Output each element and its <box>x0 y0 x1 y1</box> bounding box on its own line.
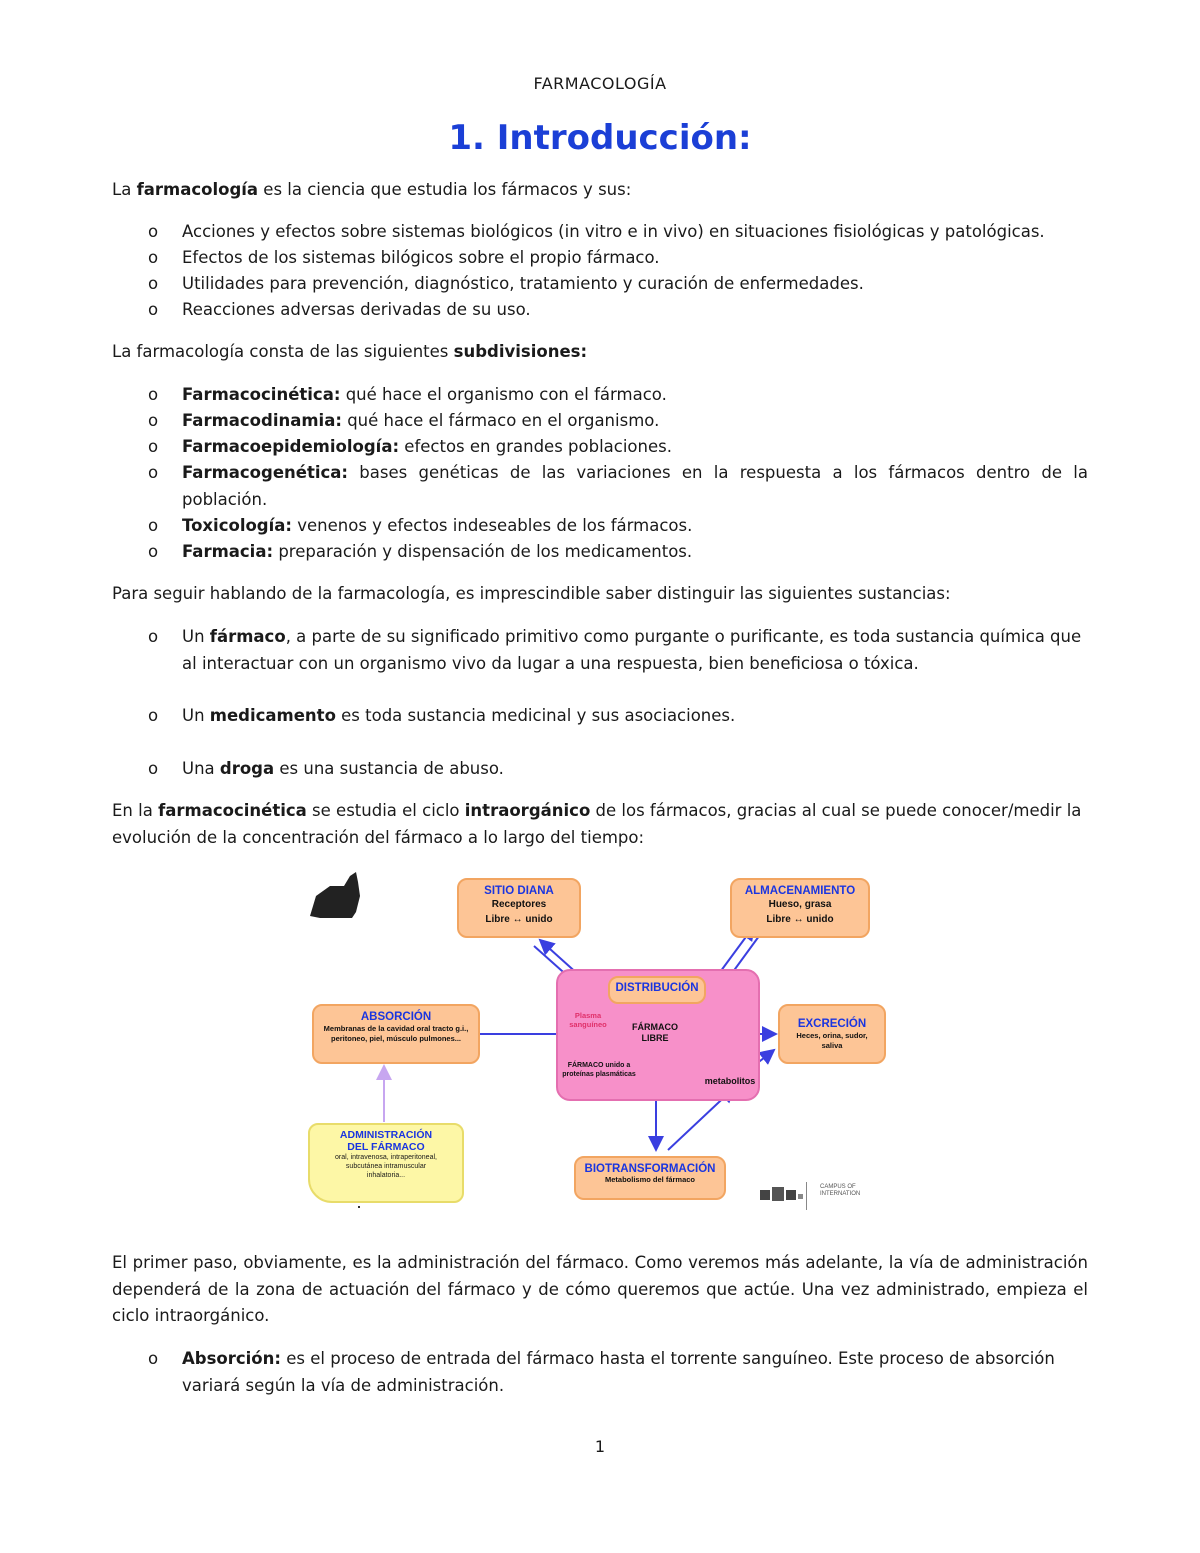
definition: preparación y dispensación de los medicamentos. <box>273 542 693 561</box>
cat-silhouette-icon <box>310 872 360 918</box>
almacenamiento-line: Hueso, grasa <box>768 899 832 910</box>
article: Un <box>182 627 210 646</box>
distribucion-box <box>608 976 706 1004</box>
sitio-diana-box <box>457 878 581 938</box>
definition: venenos y efectos indeseables de los fármacos. <box>292 516 693 535</box>
bullet: o <box>148 274 159 293</box>
bullet: o <box>148 222 159 241</box>
term: Toxicología: <box>182 516 293 535</box>
kinetics-text: En la <box>112 801 159 820</box>
university-logo-mark <box>758 1184 804 1208</box>
sitio-diana-line: Receptores <box>491 899 547 910</box>
absorcion-sub: Membranas de la cavidad oral tracto g.i., peritoneo, piel, músculo pulmones... <box>323 1024 469 1043</box>
bullet: o <box>148 1349 159 1368</box>
list-item-text: Efectos de los sistemas bilógicos sobre el propio fármaco. <box>182 248 660 267</box>
plasma-label: Plasma sanguíneo <box>569 1011 607 1029</box>
bullet: o <box>148 759 159 778</box>
kinetics-paragraph <box>112 798 1088 851</box>
definition: , a parte de su significado primitivo como purgante o purificante, es toda sustancia química que al interactuar con un organismo vivo da lugar a una respuesta, bien beneficiosa o tóxica. <box>182 627 1082 673</box>
bullet: o <box>148 437 159 456</box>
term: Farmacocinética: <box>182 385 341 404</box>
intro-text: La <box>112 180 137 199</box>
bullet: o <box>148 411 159 430</box>
term: Absorción: <box>182 1349 281 1368</box>
bullet: o <box>148 706 159 725</box>
almacenamiento-title: ALMACENAMIENTO <box>744 885 856 897</box>
subdivisions-text: La farmacología consta de las siguientes <box>112 342 454 361</box>
metabolitos-label: metabolitos <box>704 1076 756 1086</box>
almacenamiento-box <box>730 878 870 938</box>
bullet: o <box>148 627 159 646</box>
almacenamiento-line: Libre ↔ unido <box>766 914 834 925</box>
administracion-box <box>308 1123 464 1203</box>
bullet: o <box>148 385 159 404</box>
dot-mark <box>358 1206 360 1208</box>
term: droga <box>219 759 275 778</box>
bullet: o <box>148 300 159 319</box>
administracion-title: ADMINISTRACIÓN DEL FÁRMACO <box>339 1129 433 1153</box>
excrecion-title: EXCRECIÓN <box>797 1018 867 1030</box>
term: Farmacoepidemiología: <box>182 437 400 456</box>
list-item-text: Utilidades para prevención, diagnóstico, tratamiento y curación de enfermedades. <box>182 274 864 293</box>
biotransformacion-box <box>574 1156 726 1200</box>
excrecion-box <box>778 1004 886 1064</box>
university-logo-icon <box>758 1184 804 1208</box>
kinetics-term: farmacocinética <box>158 801 307 820</box>
term: medicamento <box>209 706 336 725</box>
list-item-text: Acciones y efectos sobre sistemas biológicos (in vitro e in vivo) en situaciones fisiológicas y patológicas. <box>182 222 1045 241</box>
biotransformacion-title: BIOTRANSFORMACIÓN <box>584 1163 716 1175</box>
farmaco-libre-label: FÁRMACO LIBRE <box>632 1022 678 1043</box>
definition: qué hace el organismo con el fármaco. <box>340 385 667 404</box>
absorcion-title: ABSORCIÓN <box>360 1011 432 1023</box>
term: Farmacogenética: <box>182 463 349 482</box>
subdivisions-term: subdivisiones: <box>453 342 588 361</box>
bullet: o <box>148 248 159 267</box>
logo-divider <box>806 1182 807 1210</box>
page-header: FARMACOLOGÍA <box>533 74 667 93</box>
subdivisions-paragraph <box>112 339 1088 366</box>
excrecion-sub: Heces, orina, sudor, saliva <box>796 1031 868 1050</box>
definition: bases genéticas de las variaciones en la respuesta a los fármacos dentro de la población. <box>182 463 1088 509</box>
kinetics-text: se estudia el ciclo <box>306 801 465 820</box>
definition: es el proceso de entrada del fármaco hasta el torrente sanguíneo. Este proceso de absorción variará según la vía de administración. <box>182 1349 1055 1395</box>
pharmacokinetics-diagram <box>300 866 900 1216</box>
intro-term: farmacología <box>136 180 259 199</box>
definition: qué hace el fármaco en el organismo. <box>341 411 660 430</box>
term: fármaco <box>209 627 286 646</box>
page-number: 1 <box>594 1437 606 1456</box>
distribucion-title: DISTRIBUCIÓN <box>615 982 699 994</box>
sitio-diana-title: SITIO DIANA <box>484 885 554 897</box>
kinetics-term: intraorgánico <box>464 801 591 820</box>
term: Farmacia: <box>182 542 274 561</box>
administration-paragraph: El primer paso, obviamente, es la administración del fármaco. Como veremos más adelante, la vía de administración dependerá de la zona de actuación del fármaco y de cómo queremos que actúe. Una vez administrado, empieza el ciclo intraorgánico. <box>112 1253 1088 1325</box>
article: Un <box>182 706 210 725</box>
intro-paragraph <box>112 177 1088 204</box>
bullet: o <box>148 516 159 535</box>
substances-paragraph: Para seguir hablando de la farmacología, es imprescindible saber distinguir las siguientes sustancias: <box>112 584 951 603</box>
bullet: o <box>148 542 159 561</box>
biotransformacion-sub: Metabolismo del fármaco <box>604 1175 696 1184</box>
list-item-text: Reacciones adversas derivadas de su uso. <box>182 300 531 319</box>
kinetics-text: de los fármacos, gracias al cual se puede conocer/medir la evolución de la concentración del fármaco a lo largo del tiempo: <box>112 801 1082 847</box>
definition: efectos en grandes poblaciones. <box>399 437 672 456</box>
campus-label: CAMPUS OF INTERNATION <box>820 1184 861 1197</box>
article: Una <box>182 759 220 778</box>
intro-text-end: es la ciencia que estudia los fármacos y sus: <box>258 180 632 199</box>
definition: es toda sustancia medicinal y sus asociaciones. <box>335 706 736 725</box>
bullet: o <box>148 463 159 482</box>
term: Farmacodinamia: <box>182 411 342 430</box>
definition: es una sustancia de abuso. <box>274 759 504 778</box>
farmaco-unido-label: FÁRMACO unido a proteínas plasmáticas <box>562 1062 636 1078</box>
absorcion-box <box>312 1004 480 1064</box>
section-title: 1. Introducción: <box>448 118 752 158</box>
administracion-sub: oral, intravenosa, intraperitoneal, subcutánea intramuscular inhalatoria... <box>335 1154 437 1179</box>
sitio-diana-line: Libre ↔ unido <box>485 914 553 925</box>
